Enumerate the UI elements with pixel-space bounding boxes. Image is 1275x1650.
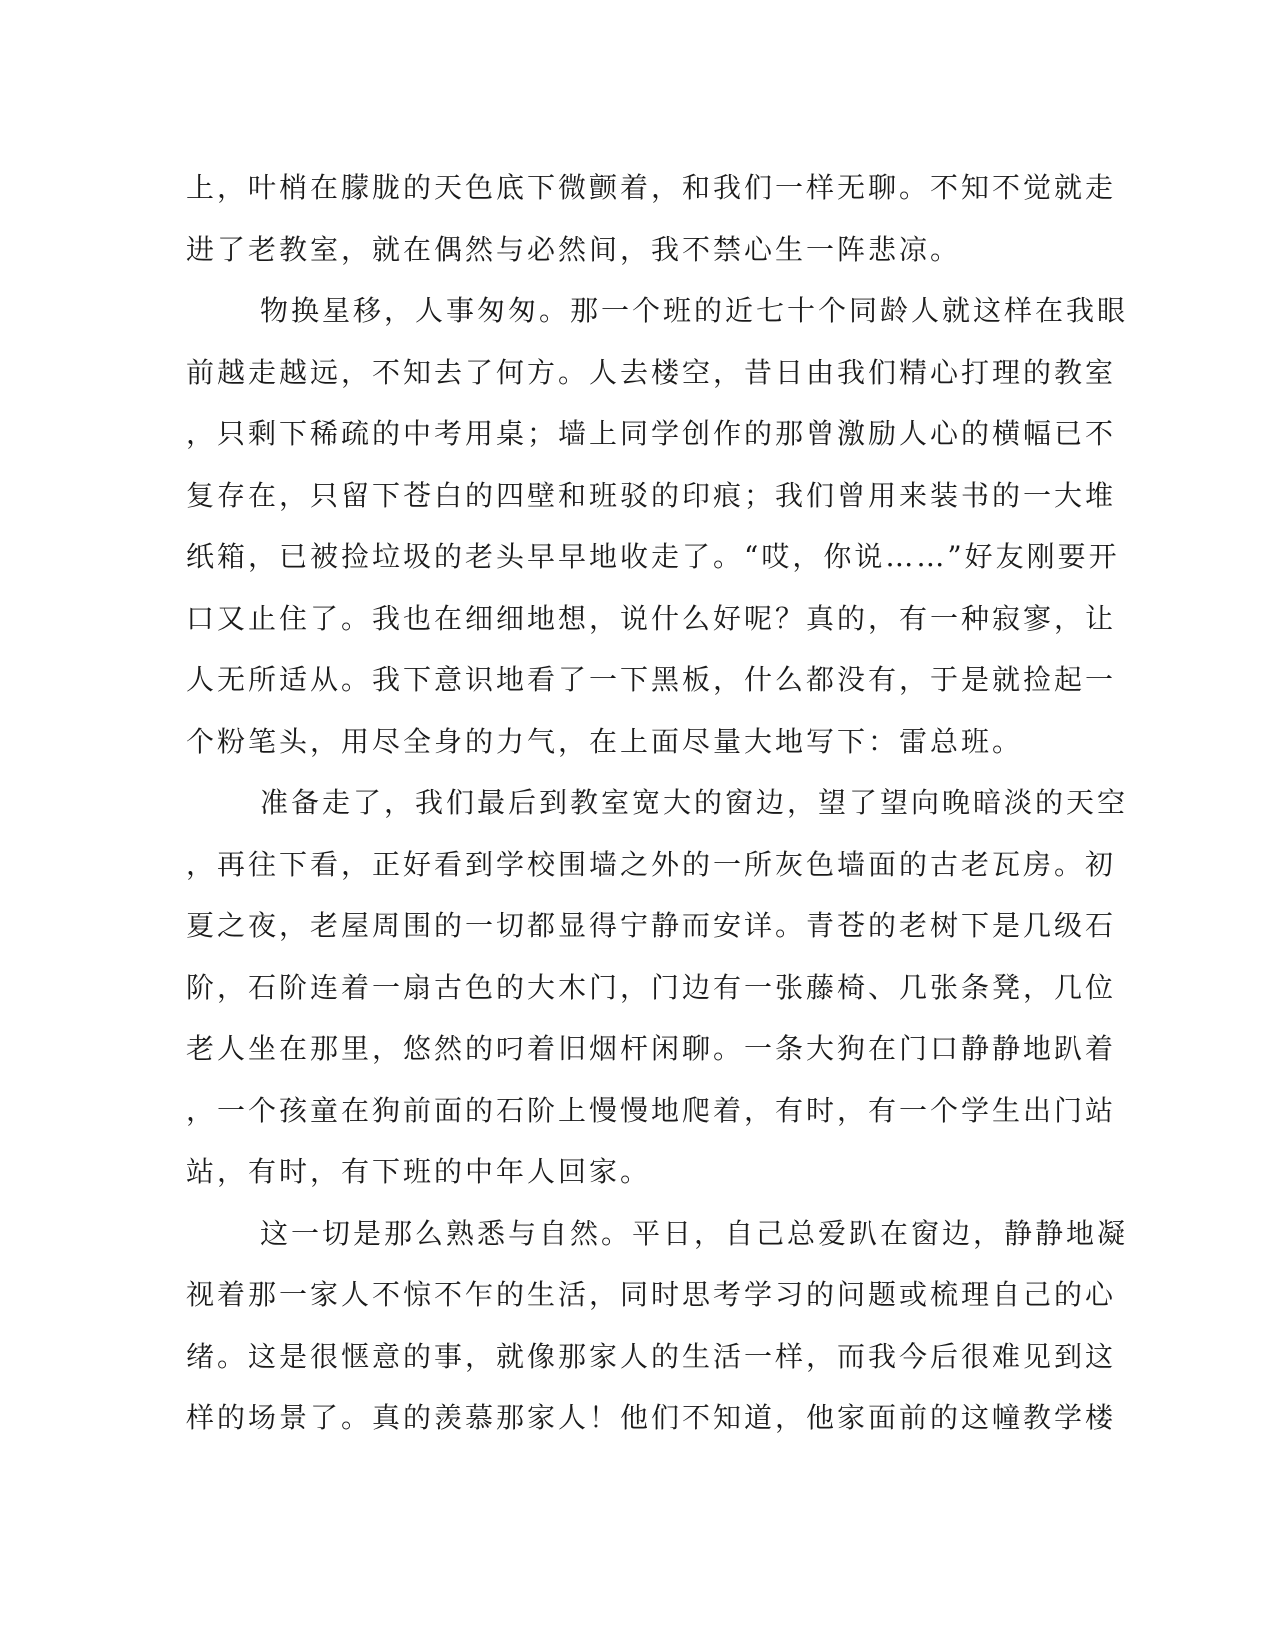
paragraph-start-line: 这一切是那么熟悉与自然。平日，自己总爱趴在窗边，静静地凝 <box>260 1216 1129 1250</box>
body-text <box>186 157 1129 1449</box>
text-line: 视着那一家人不惊不乍的生活，同时思考学习的问题或梳理自己的心 <box>186 1278 1117 1311</box>
text-line: 样的场景了。真的羡慕那家人！他们不知道，他家面前的这幢教学楼 <box>186 1401 1117 1434</box>
text-line: 进了老教室，就在偶然与必然间，我不禁心生一阵悲凉。 <box>186 232 962 266</box>
text-line: 前越走越远，不知去了何方。人去楼空，昔日由我们精心打理的教室 <box>186 355 1117 389</box>
text-line: 人无所适从。我下意识地看了一下黑板，什么都没有，于是就捡起一 <box>186 663 1117 696</box>
text-line: 上，叶梢在朦胧的天色底下微颤着，和我们一样无聊。不知不觉就走 <box>186 171 1117 204</box>
text-line: 口又止住了。我也在细细地想，说什么好呢？真的，有一种寂寥，让 <box>186 601 1117 635</box>
text-line: 复存在，只留下苍白的四壁和班驳的印痕；我们曾用来装书的一大堆 <box>186 478 1117 512</box>
text-line: 老人坐在那里，悠然的叼着旧烟杆闲聊。一条大狗在门口静静地趴着 <box>186 1032 1117 1065</box>
text-line: ，只剩下稀疏的中考用桌；墙上同学创作的那曾激励人心的横幅已不 <box>186 417 1117 450</box>
text-line: 站，有时，有下班的中年人回家。 <box>186 1155 652 1188</box>
text-line: 纸箱，已被捡垃圾的老头早早地收走了。“哎，你说……”好友刚要开 <box>186 540 1120 573</box>
text-line: 夏之夜，老屋周围的一切都显得宁静而安详。青苍的老树下是几级石 <box>186 909 1117 942</box>
text-line: 阶，石阶连着一扇古色的大木门，门边有一张藤椅、几张条凳，几位 <box>186 970 1117 1004</box>
paragraph-start-line: 物换星移，人事匆匆。那一个班的近七十个同龄人就这样在我眼 <box>260 294 1129 327</box>
text-line: ，再往下看，正好看到学校围墙之外的一所灰色墙面的古老瓦房。初 <box>186 847 1117 881</box>
paragraph-start-line: 准备走了，我们最后到教室宽大的窗边，望了望向晚暗淡的天空 <box>260 786 1129 819</box>
text-line: ，一个孩童在狗前面的石阶上慢慢地爬着，有时，有一个学生出门站 <box>186 1093 1117 1127</box>
text-line: 个粉笔头，用尽全身的力气，在上面尽量大地写下：雷总班。 <box>186 724 1024 758</box>
text-line: 绪。这是很惬意的事，就像那家人的生活一样，而我今后很难见到这 <box>186 1339 1117 1373</box>
